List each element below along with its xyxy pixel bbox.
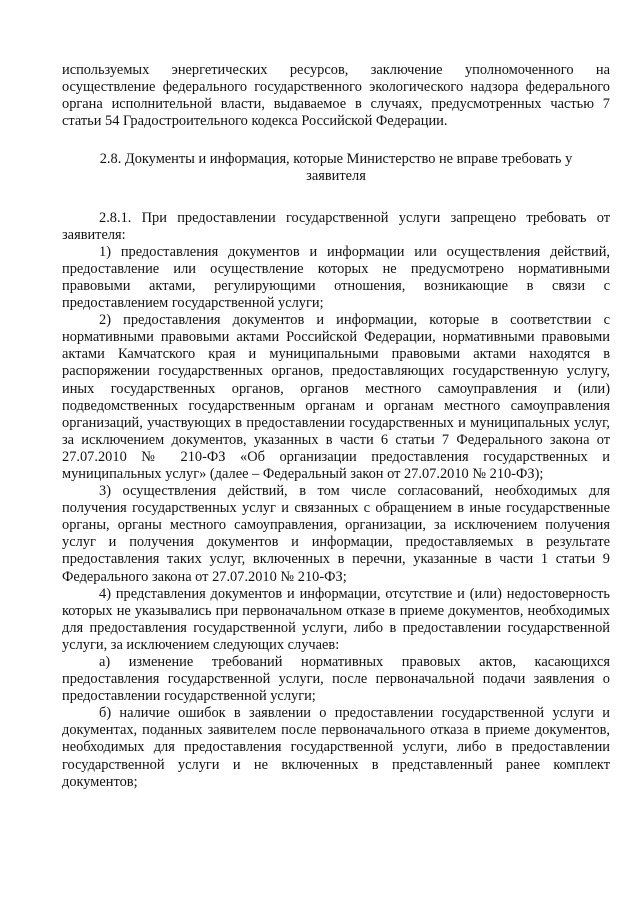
document-page [62,62,610,791]
list-item-4: 4) представления документов и информации, отсутствие и (или) недостоверность которых не указывались при первоначальном отказе в приеме документов, необходимых для предоставления государственной услуги, либо в предоставлении государственной услуги, за исключением следующих случаев: [62,585,610,653]
paragraph-2-8-1: 2.8.1. При предоставлении государственной услуги запрещено требовать от заявителя: [62,209,610,243]
section-heading: 2.8. Документы и информация, которые Министерство не вправе требовать у заявителя [99,151,573,185]
list-item-1: 1) предоставления документов и информации или осуществления действий, предоставление или осуществление которых не предусмотрено нормативными правовыми актами, регулирующими отношения, возникающие в связи с предоставлением государственной услуги; [62,243,610,312]
list-item-2: 2) предоставления документов и информации, которые в соответствии с нормативными правовыми актами Российской Федерации, нормативными правовыми актами Камчатского края и муниципальными правовыми актами находятся в распоряжении государственных органов, предоставляющих государственную услугу, иных государственных органов, органов местного самоуправления и (или) подведомственных государственным органам и органам местного самоуправления организаций, участвующих в предоставлении государственных и муниципальных услуг, за исключением документов, указанных в части 6 статьи 7 Федерального закона от 27.07.2010 № 210-ФЗ «Об организации предоставления государственных и муниципальных услуг» (далее – Федеральный закон от 27.07.2010 № 210-ФЗ); [62,312,610,482]
sub-item-b: б) наличие ошибок в заявлении о предоставлении государственной услуги и документах, поданных заявителем после первоначального отказа в приеме документов, необходимых для предоставления государственной услуги, либо в предоставлении государственной услуги и не включенных в представленный ранее комплект документов; [62,705,610,790]
continuation-paragraph: используемых энергетических ресурсов, заключение уполномоченного на осуществление федерального государственного экологического надзора федерального органа исполнительной власти, выдаваемое в случаях, предусмотренных частью 7 статьи 54 Градостроительного кодекса Российской Федерации. [62,62,610,130]
list-item-3: 3) осуществления действий, в том числе согласований, необходимых для получения государственных услуг и связанных с обращением в иные государственные органы, органы местного самоуправления, организации, за исключением получения услуг и получения документов и информации, предоставляемых в результате предоставления таких услуг, включенных в перечни, указанные в части 1 статьи 9 Федерального закона от 27.07.2010 № 210-ФЗ; [62,483,610,585]
sub-item-a: а) изменение требований нормативных правовых актов, касающихся предоставления государственной услуги, после первоначальной подачи заявления о предоставлении государственной услуги; [62,654,610,705]
